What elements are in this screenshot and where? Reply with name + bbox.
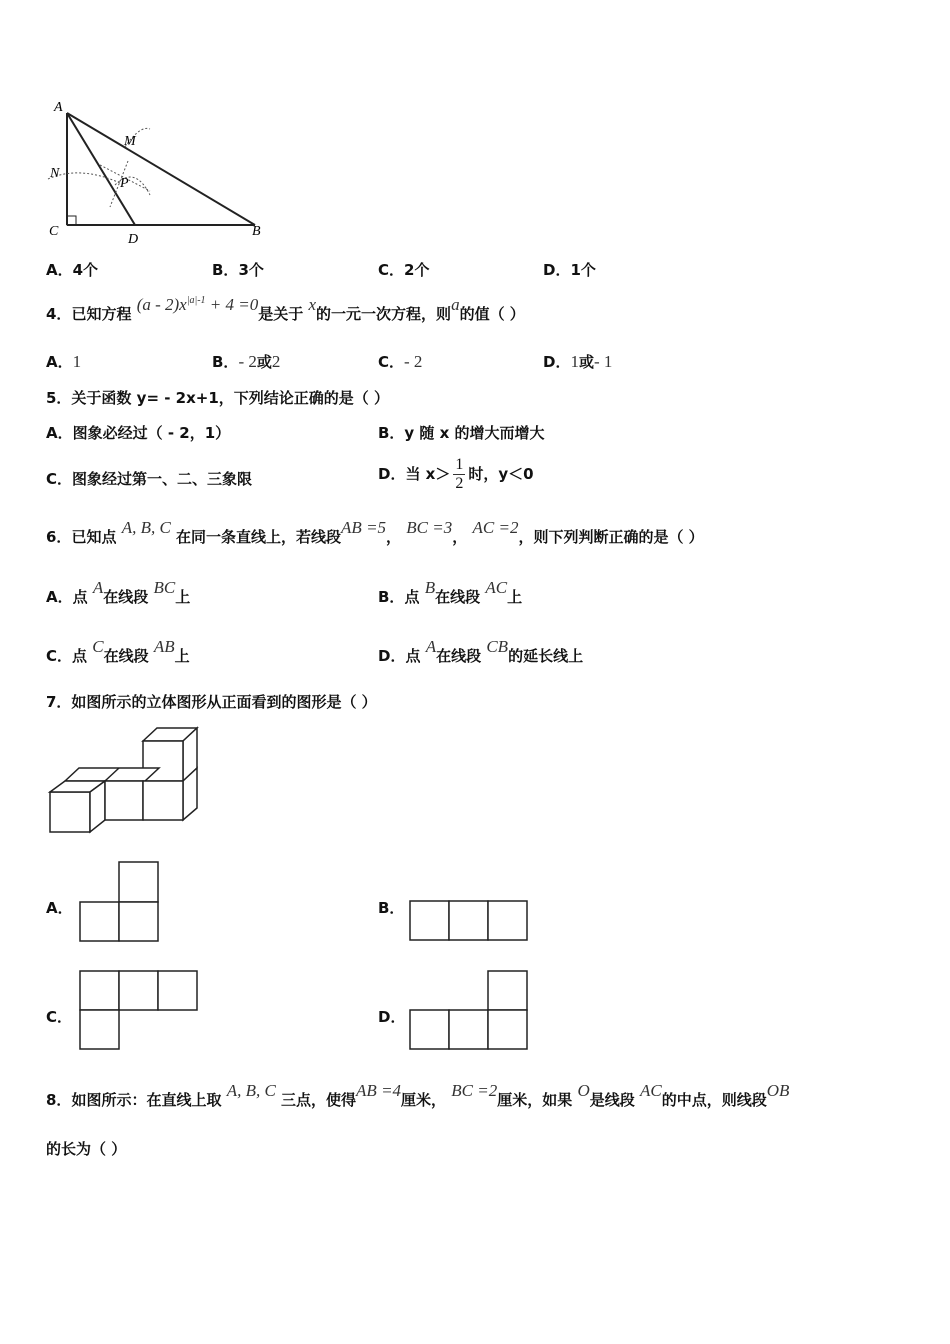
q7-stem: 7．如图所示的立体图形从正面看到的图形是（ ） — [46, 693, 377, 711]
q6-option-b[interactable]: B．点 B在线段 AC上 — [378, 578, 523, 606]
q7-option-d-label[interactable]: D． — [378, 1008, 406, 1026]
q5-option-a[interactable]: A．图象必经过（ - 2，1） — [46, 424, 231, 442]
q7-option-d-shape[interactable] — [408, 969, 530, 1053]
q4-option-a[interactable]: A．1 — [46, 352, 82, 371]
q6-option-d[interactable]: D．点 A在线段 CB的延长线上 — [378, 637, 584, 665]
q7-option-a-label[interactable]: A． — [46, 899, 73, 917]
q8-stem-line2: 的长为（ ） — [46, 1140, 127, 1158]
q8-stem: 8．如图所示：在直线上取 A, B, C 三点，使得AB =4厘米， BC =2厘米，如果 O是线段 AC的中点，则线段OB — [46, 1081, 790, 1109]
q4-option-c[interactable]: C．- 2 — [378, 352, 423, 371]
fraction-one-half: $\frac{1}{2}$ — [455, 456, 464, 492]
label-C: C — [49, 224, 59, 239]
label-D: D — [128, 232, 139, 247]
q3-option-c[interactable]: C．2个 — [378, 261, 430, 279]
q5-option-b[interactable]: B．y 随 x 的增大而增大 — [378, 424, 545, 442]
q5-option-d[interactable]: D．当 x＞ $\frac{1}{2}$ 时，y＜0 — [378, 456, 534, 492]
q4-stem: 4．已知方程 $(a - 2)x^{|a|-1} + 4 =0$是关于 x的一元一次方程，则a的值（ ） — [46, 295, 525, 323]
label-B: B — [252, 224, 261, 239]
q7-option-b-label[interactable]: B． — [378, 899, 405, 917]
q7-option-a-shape[interactable] — [78, 860, 160, 944]
q3-option-b[interactable]: B．3个 — [212, 261, 264, 279]
q7-option-c-shape[interactable] — [78, 969, 200, 1053]
label-M: M — [124, 134, 136, 149]
q3-option-d[interactable]: D．1个 — [543, 261, 596, 279]
q4-equation: $(a - 2)x^{|a|-1} + 4 =0$ — [136, 295, 259, 314]
q4-option-d[interactable]: D．1或- 1 — [543, 352, 613, 371]
triangle-compass-figure — [40, 95, 280, 250]
q7-option-c-label[interactable]: C． — [46, 1008, 73, 1026]
q4-option-b[interactable]: B．- 2或2 — [212, 352, 281, 371]
solid-cubes-figure — [45, 726, 205, 838]
q6-stem: 6．已知点 A, B, C 在同一条直线上，若线段AB =5， BC =3， AC =2，则下列判断正确的是（ ） — [46, 518, 704, 546]
label-N: N — [50, 166, 60, 181]
q6-option-c[interactable]: C．点 C在线段 AB上 — [46, 637, 190, 665]
q7-option-b-shape[interactable] — [408, 899, 530, 943]
q6-option-a[interactable]: A．点 A在线段 BC上 — [46, 578, 191, 606]
label-A: A — [54, 100, 63, 115]
q3-option-a[interactable]: A．4个 — [46, 261, 99, 279]
label-P: P — [120, 176, 129, 191]
q5-option-c[interactable]: C．图象经过第一、二、三象限 — [46, 470, 253, 488]
q5-stem: 5．关于函数 y= - 2x+1，下列结论正确的是（ ） — [46, 389, 390, 407]
